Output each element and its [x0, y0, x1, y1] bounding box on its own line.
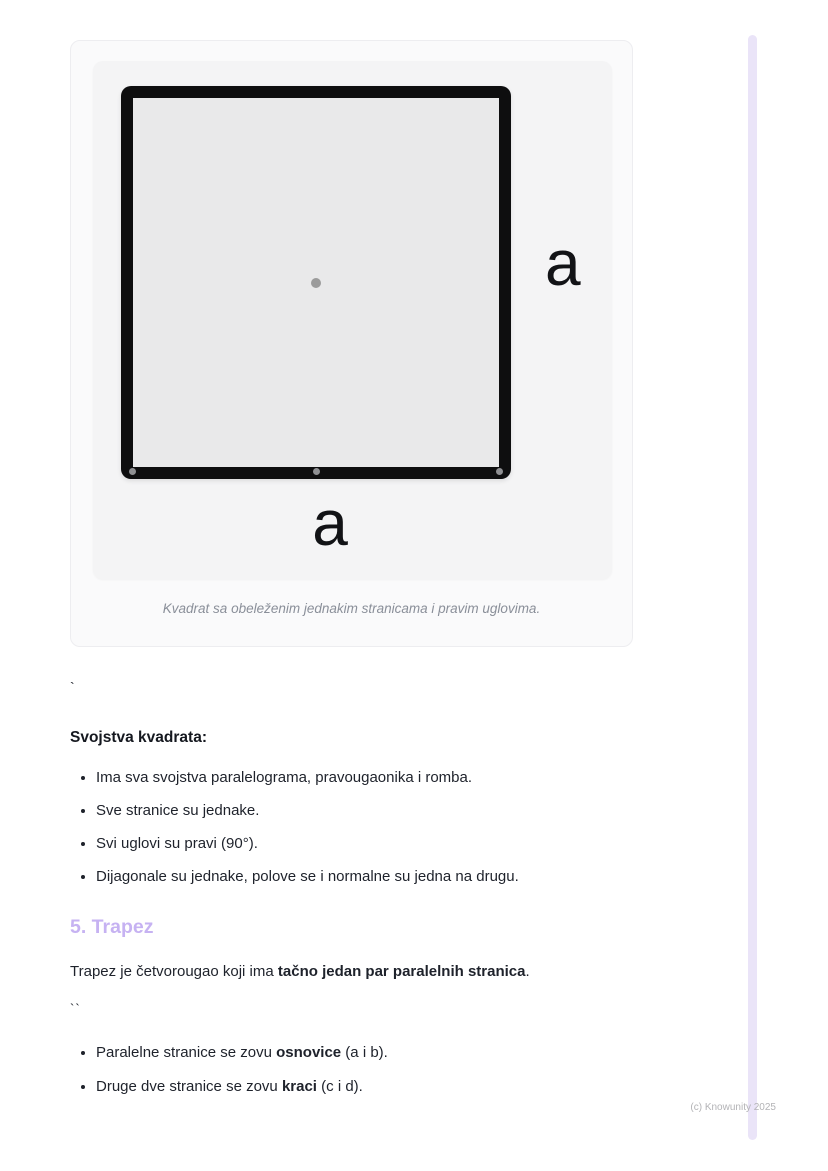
- heading-svojstva-kvadrata: Svojstva kvadrata:: [70, 729, 207, 746]
- bullet-text: Paralelne stranice se zovu: [96, 1044, 277, 1061]
- handle-dot-bottom-right: [496, 468, 503, 475]
- copyright-watermark: (c) Knowunity 2025: [690, 1102, 776, 1113]
- figure-card: [70, 40, 633, 647]
- list-item: [96, 1042, 633, 1064]
- trapez-intro-suffix: .: [525, 963, 530, 980]
- scrollbar-thumb[interactable]: [748, 35, 757, 1140]
- trapez-properties-list: [70, 1042, 633, 1098]
- list-item: • Sve stranice su jednake.: [96, 800, 633, 822]
- list-item: • Dijagonale su jednake, polove se i normalne su jedna na drugu.: [96, 866, 633, 888]
- bullet-text: (c i d).: [316, 1078, 363, 1095]
- bullet-text: (a i b).: [341, 1044, 388, 1061]
- stray-double-backtick: ``: [70, 1001, 81, 1016]
- trapez-intro-bold: tačno jedan par paralelnih stranica: [277, 963, 526, 980]
- heading-trapez: 5. Trapez: [70, 916, 154, 938]
- handle-dot-bottom-center: [313, 468, 320, 475]
- list-item: • Ima sva svojstva paralelograma, pravougaonika i romba.: [96, 767, 633, 789]
- trapez-intro-paragraph: [70, 961, 633, 983]
- list-item: [96, 1076, 633, 1098]
- square-shape: [121, 86, 511, 479]
- handle-dot-bottom-left: [129, 468, 136, 475]
- bullet-bold: osnovice: [276, 1044, 342, 1061]
- stray-backtick: `: [70, 679, 76, 695]
- bottom-label-a: a: [312, 487, 348, 559]
- trapez-intro-prefix: Trapez je četvorougao koji ima: [70, 963, 278, 980]
- figure-caption: Kvadrat sa obeleženim jednakim stranicama i pravim uglovima.: [162, 601, 541, 616]
- bullet-bold: kraci: [281, 1078, 317, 1095]
- bullet-text: Druge dve stranice se zovu: [96, 1078, 282, 1095]
- list-item: • Svi uglovi su pravi (90°).: [96, 833, 633, 855]
- center-point-dot: [311, 278, 321, 288]
- figure-image: [93, 61, 612, 579]
- document-content: [70, 0, 633, 1110]
- side-label-a: a: [545, 227, 581, 299]
- kvadrat-properties-list: [70, 767, 633, 888]
